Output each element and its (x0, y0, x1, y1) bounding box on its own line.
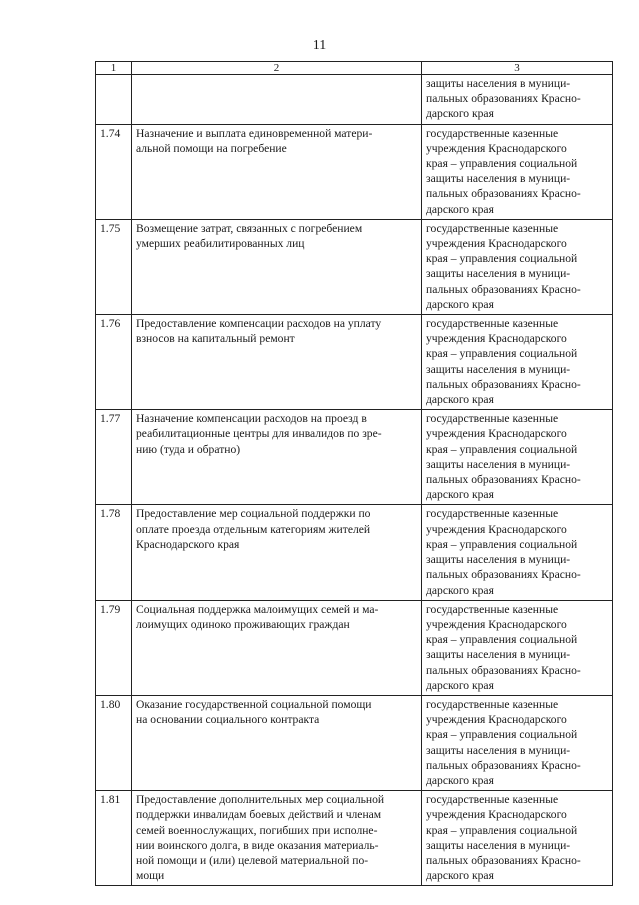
org-line: дарского края (426, 583, 494, 597)
service-name-line: оплате проезда отдельным категориям жителей (136, 522, 371, 536)
service-name-line: Возмещение затрат, связанных с погребением (136, 221, 363, 235)
org-line: пальных образованиях Красно- (426, 187, 581, 201)
service-name-line: Социальная поддержка малоимущих семей и ма- (136, 602, 379, 616)
table-row (96, 695, 613, 790)
org-line: защиты населения в муници- (426, 838, 571, 852)
row-number-cell: 1.74 (96, 124, 132, 219)
responsible-org-cell (422, 219, 613, 314)
service-name-cell (132, 410, 422, 505)
service-name-line: нии воинского долга, в виде оказания материаль- (136, 838, 379, 852)
table-row (96, 219, 613, 314)
org-line: пальных образованиях Красно- (426, 663, 581, 677)
service-name-line: поддержки инвалидам боевых действий и членам (136, 808, 382, 822)
continuation-name-cell (132, 75, 422, 125)
service-name-line: Назначение и выплата единовременной матери- (136, 126, 373, 140)
org-line: защиты населения в муници- (426, 553, 571, 567)
row-number-cell: 1.79 (96, 600, 132, 695)
org-line: пальных образованиях Красно- (426, 853, 581, 867)
table-row (96, 315, 613, 410)
service-name-line: нию (туда и обратно) (136, 442, 241, 456)
org-line: защиты населения в муници- (426, 457, 571, 471)
org-line: защиты населения в муници- (426, 267, 571, 281)
org-line: дарского края (426, 488, 494, 502)
service-name-cell (132, 505, 422, 600)
responsible-org-cell (422, 791, 613, 886)
org-line: учреждения Краснодарского (426, 427, 567, 441)
org-line: государственные казенные (426, 602, 559, 616)
header-col-2: 2 (132, 62, 422, 75)
org-line: края – управления социальной (426, 633, 578, 647)
org-line: пальных образованиях Красно- (426, 568, 581, 582)
org-line: учреждения Краснодарского (426, 522, 567, 536)
org-line: учреждения Краснодарского (426, 332, 567, 346)
row-number-cell: 1.75 (96, 219, 132, 314)
org-line: учреждения Краснодарского (426, 713, 567, 727)
org-line: пальных образованиях Красно- (426, 377, 581, 391)
service-name-cell (132, 600, 422, 695)
continuation-row (96, 75, 613, 125)
continuation-num-cell (96, 75, 132, 125)
service-name-line: Оказание государственной социальной помощи (136, 697, 372, 711)
org-line: защиты населения в муници- (426, 648, 571, 662)
org-line: края – управления социальной (426, 537, 578, 551)
row-number-cell: 1.78 (96, 505, 132, 600)
org-line: государственные казенные (426, 793, 559, 807)
responsible-org-cell (422, 505, 613, 600)
table-row (96, 600, 613, 695)
row-number-cell: 1.77 (96, 410, 132, 505)
row-number-cell: 1.76 (96, 315, 132, 410)
service-name-cell (132, 315, 422, 410)
responsible-org-cell (422, 410, 613, 505)
org-line: государственные казенные (426, 507, 559, 521)
services-table (95, 61, 613, 886)
service-name-line: мощи (136, 869, 165, 883)
org-line: учреждения Краснодарского (426, 808, 567, 822)
table-header-row (96, 62, 613, 75)
org-line: края – управления социальной (426, 823, 578, 837)
service-name-line: альной помощи на погребение (136, 141, 287, 155)
service-name-line: Краснодарского края (136, 537, 240, 551)
responsible-org-cell (422, 124, 613, 219)
header-col-1: 1 (96, 62, 132, 75)
service-name-line: семей военнослужащих, погибших при исполне- (136, 823, 378, 837)
service-name-line: Предоставление мер социальной поддержки по (136, 507, 371, 521)
org-line: дарского края (426, 869, 494, 883)
org-line: пальных образованиях Красно- (426, 473, 581, 487)
table-row (96, 791, 613, 886)
org-line: защиты населения в муници- (426, 77, 571, 90)
continuation-org-cell (422, 75, 613, 125)
org-line: дарского края (426, 107, 494, 121)
service-name-line: ной помощи и (или) целевой материальной по- (136, 853, 369, 867)
org-line: края – управления социальной (426, 442, 578, 456)
org-line: дарского края (426, 773, 494, 787)
header-col-3: 3 (422, 62, 613, 75)
org-line: пальных образованиях Красно- (426, 282, 581, 296)
org-line: защиты населения в муници- (426, 743, 571, 757)
table-body (96, 62, 613, 886)
org-line: дарского края (426, 202, 494, 216)
table-row (96, 124, 613, 219)
service-name-line: Назначение компенсации расходов на проезд в (136, 412, 367, 426)
service-name-cell (132, 219, 422, 314)
org-line: государственные казенные (426, 317, 559, 331)
service-name-line: реабилитационные центры для инвалидов по зре- (136, 427, 382, 441)
org-line: края – управления социальной (426, 728, 578, 742)
org-line: пальных образованиях Красно- (426, 92, 581, 106)
service-name-line: умерших реабилитированных лиц (136, 237, 305, 251)
service-name-cell (132, 791, 422, 886)
org-line: края – управления социальной (426, 347, 578, 361)
service-name-line: на основании социального контракта (136, 713, 320, 727)
table-row (96, 410, 613, 505)
service-name-line: взносов на капитальный ремонт (136, 332, 295, 346)
table-row (96, 505, 613, 600)
org-line: защиты населения в муници- (426, 172, 571, 186)
service-name-line: лоимущих одиноко проживающих граждан (136, 617, 350, 631)
org-line: края – управления социальной (426, 157, 578, 171)
org-line: защиты населения в муници- (426, 362, 571, 376)
service-name-cell (132, 124, 422, 219)
org-line: государственные казенные (426, 412, 559, 426)
service-name-cell (132, 695, 422, 790)
page-number: 11 (312, 38, 327, 53)
org-line: дарского края (426, 297, 494, 311)
service-name-line: Предоставление компенсации расходов на уплату (136, 317, 382, 331)
responsible-org-cell (422, 695, 613, 790)
row-number-cell: 1.81 (96, 791, 132, 886)
org-line: пальных образованиях Красно- (426, 758, 581, 772)
org-line: учреждения Краснодарского (426, 141, 567, 155)
org-line: учреждения Краснодарского (426, 237, 567, 251)
service-name-line: Предоставление дополнительных мер социальной (136, 793, 385, 807)
org-line: учреждения Краснодарского (426, 617, 567, 631)
org-line: края – управления социальной (426, 252, 578, 266)
org-line: дарского края (426, 678, 494, 692)
org-line: государственные казенные (426, 221, 559, 235)
row-number-cell: 1.80 (96, 695, 132, 790)
responsible-org-cell (422, 600, 613, 695)
org-line: государственные казенные (426, 697, 559, 711)
responsible-org-cell (422, 315, 613, 410)
org-line: государственные казенные (426, 126, 559, 140)
org-line: дарского края (426, 393, 494, 407)
